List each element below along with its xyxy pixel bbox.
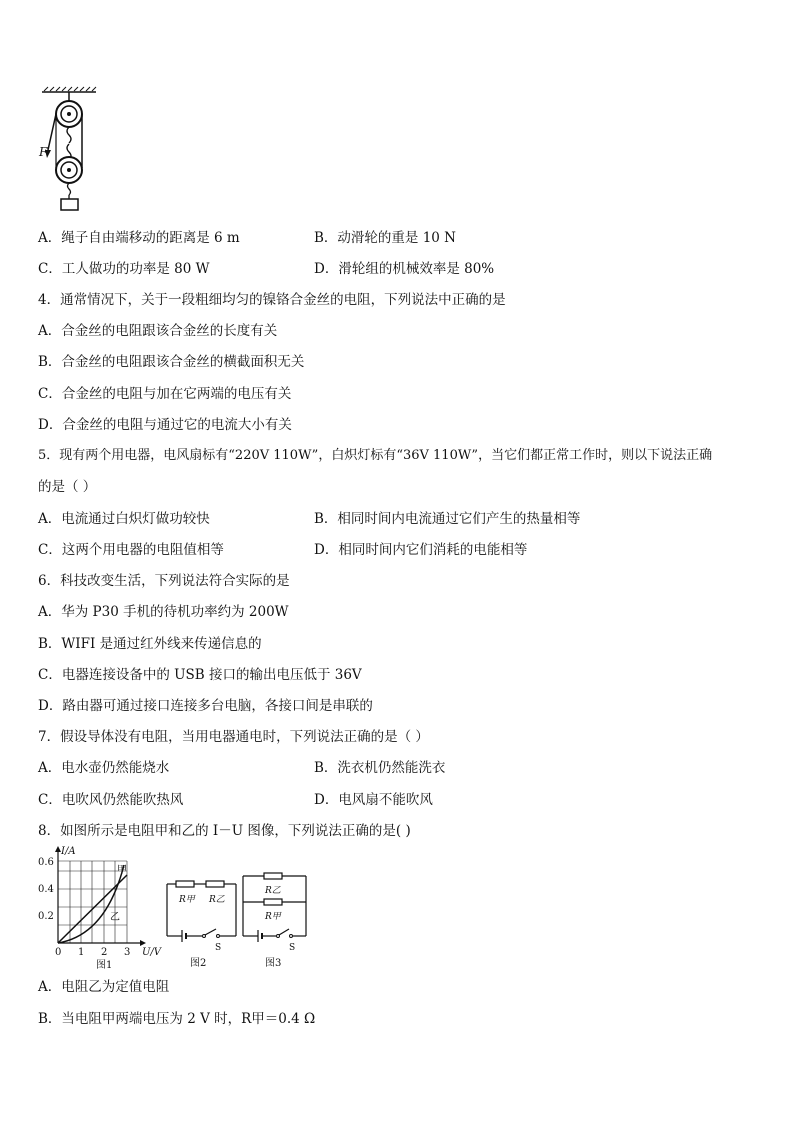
q3-option-a: A．绳子自由端移动的距离是 6 m [38, 230, 240, 246]
q7-option-a: A．电水壶仍然能烧水 [38, 760, 170, 776]
fig3-caption: 图3 [265, 958, 282, 969]
q4-option-b: B．合金丝的电阻跟该合金丝的横截面积无关 [38, 354, 305, 370]
fig3-resistor2-label: R甲 [265, 912, 281, 922]
fig2-switch-label: S [215, 943, 222, 953]
q6-option-b: B．WIFI 是通过红外线来传递信息的 [38, 636, 262, 652]
q8-stem: 8．如图所示是电阻甲和乙的 I－U 图像，下列说法正确的是( ) [38, 823, 411, 839]
parallel-circuit-figure [240, 872, 316, 972]
q4-option-c: C．合金丝的电阻与加在它两端的电压有关 [38, 386, 292, 402]
pulley-figure [36, 86, 106, 216]
q3-option-d: D．滑轮组的机械效率是 80% [314, 261, 495, 277]
q7-option-c: C．电吹风仍然能吹热风 [38, 792, 184, 808]
x-tick-2: 2 [101, 947, 108, 958]
q7-option-b: B．洗衣机仍然能洗衣 [314, 760, 446, 776]
y-axis-label: I/A [61, 846, 76, 857]
q6-stem: 6．科技改变生活，下列说法符合实际的是 [38, 573, 290, 589]
x-tick-1: 1 [78, 947, 85, 958]
q4-option-d: D．合金丝的电阻与通过它的电流大小有关 [38, 417, 292, 433]
q5-option-a: A．电流通过白炽灯做功较快 [38, 511, 210, 527]
q6-option-c: C．电器连接设备中的 USB 接口的输出电压低于 36V [38, 667, 362, 683]
fig2-resistor1-label: R甲 [179, 895, 195, 905]
q6-option-a: A．华为 P30 手机的待机功率约为 200W [38, 604, 289, 620]
x-tick-0: 0 [55, 947, 62, 958]
curve-label-yi: 乙 [110, 912, 120, 923]
fig2-resistor2-label: R乙 [209, 895, 225, 905]
q4-option-a: A．合金丝的电阻跟该合金丝的长度有关 [38, 323, 278, 339]
curve-label-jia: 甲 [117, 865, 127, 876]
q5-option-b: B．相同时间内电流通过它们产生的热量相等 [314, 511, 581, 527]
q4-stem: 4．通常情况下，关于一段粗细均匀的镍铬合金丝的电阻，下列说法中正确的是 [38, 292, 506, 308]
q6-option-d: D．路由器可通过接口连接多台电脑，各接口间是串联的 [38, 698, 373, 714]
q5-option-c: C．这两个用电器的电阻值相等 [38, 542, 224, 558]
fig3-switch-label: S [289, 943, 296, 953]
q7-stem: 7．假设导体没有电阻，当用电器通电时，下列说法正确的是（ ） [38, 729, 429, 745]
q3-option-c: C．工人做功的功率是 80 W [38, 261, 210, 277]
x-tick-3: 3 [124, 947, 131, 958]
x-axis-label: U/V [142, 947, 162, 958]
q5-stem-line1: 5．现有两个用电器，电风扇标有“220V 110W”，白炽灯标有“36V 110W”，当它们都正常工作时，则以下说法正确 [38, 448, 713, 463]
q5-option-d: D．相同时间内它们消耗的电能相等 [314, 542, 528, 558]
q7-option-d: D．电风扇不能吹风 [314, 792, 433, 808]
q3-option-b: B．动滑轮的重是 10 N [314, 230, 456, 246]
series-circuit-figure [164, 872, 244, 972]
y-tick-0.2: 0.2 [38, 911, 54, 922]
y-tick-0.4: 0.4 [38, 884, 54, 895]
q8-option-a: A．电阻乙为定值电阻 [38, 979, 170, 995]
fig2-caption: 图2 [190, 958, 207, 969]
q8-option-b: B．当电阻甲两端电压为 2 V 时，R甲＝0.4 Ω [38, 1011, 316, 1027]
force-label: F [39, 145, 48, 159]
fig1-caption: 图1 [96, 960, 113, 971]
q5-stem-line2: 的是（ ） [38, 479, 97, 495]
fig3-resistor1-label: R乙 [265, 886, 281, 896]
iu-graph-figure [36, 843, 166, 971]
y-tick-0.6: 0.6 [38, 857, 54, 868]
